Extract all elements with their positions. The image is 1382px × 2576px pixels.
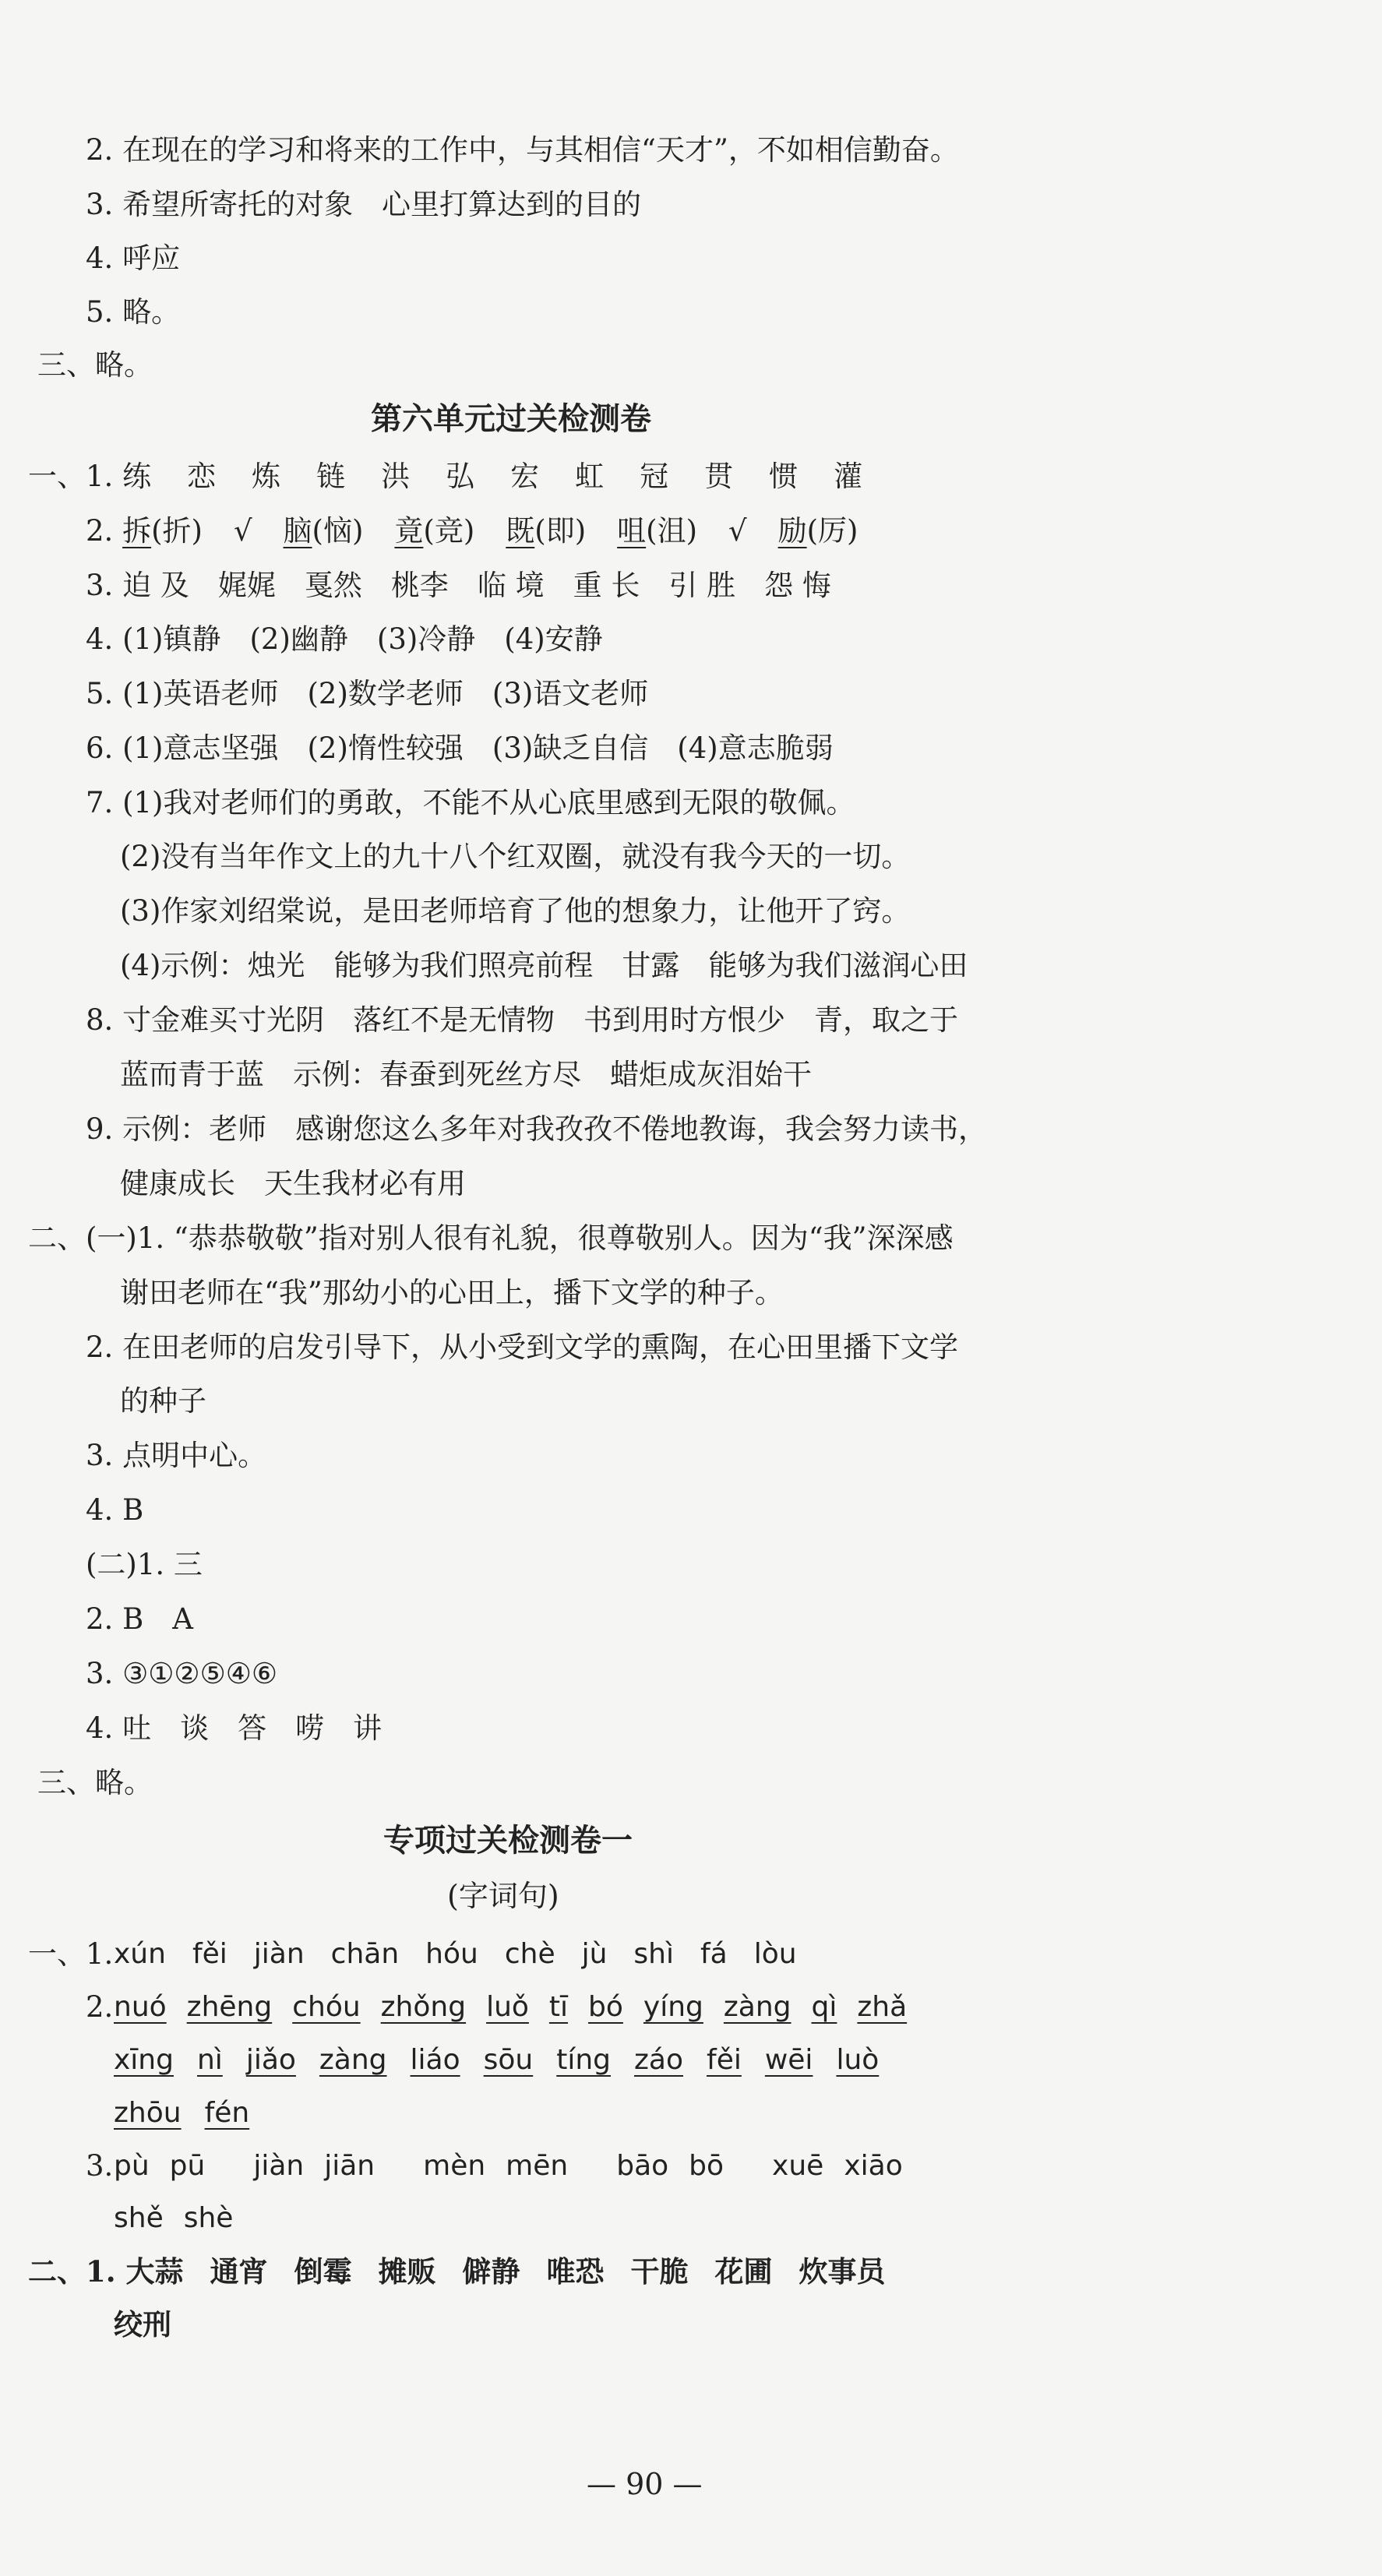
pinyin: pū — [169, 2150, 206, 2182]
char-answer: 练 — [122, 460, 152, 493]
pinyin: tī — [548, 1991, 569, 2023]
unit6-q9-2: 健康成长 天生我材必有用 — [120, 1167, 466, 1200]
unit6-q1-words — [122, 460, 898, 493]
unit6-part2-q1b: 谢田老师在“我”那幼小的心田上，播下文学的种子。 — [120, 1276, 784, 1309]
pinyin: tíng — [556, 2044, 612, 2076]
pinyin: xún — [114, 1938, 166, 1970]
special1-q1 — [28, 1937, 114, 1971]
unit6-q2-items — [122, 514, 889, 548]
prev-answer-5: 5. 略。 — [86, 295, 181, 329]
char-answer: 弘 — [446, 460, 475, 493]
correction-right-char: (折) — [151, 514, 203, 548]
char-answer: 洪 — [381, 460, 411, 493]
unit6-title: 第六单元过关检测卷 — [371, 400, 651, 437]
correction-wrong-char: √ — [233, 514, 252, 548]
pinyin: chóu — [292, 1991, 361, 2023]
special1-part2 — [28, 2254, 912, 2289]
pinyin: chān — [330, 1938, 400, 1970]
char-answer: 炼 — [252, 460, 281, 493]
special1-part2-label: 二、1. — [28, 2254, 116, 2289]
word-answer: 绞刑 — [114, 2307, 171, 2342]
pinyin: wēi — [764, 2044, 813, 2076]
prev-answer-4: 4. 呼应 — [86, 241, 181, 275]
unit6-q7-2: (2)没有当年作文上的九十八个红双圈，就没有我今天的一切。 — [120, 840, 911, 873]
pinyin: luò — [836, 2044, 880, 2076]
word-answer: 炊事员 — [799, 2254, 886, 2289]
pinyin: fěi — [192, 1938, 227, 1970]
pinyin: zhēng — [186, 1991, 273, 2023]
pinyin: liáo — [410, 2044, 460, 2076]
unit6-part2-b-q4: 4. 吐 谈 答 唠 讲 — [86, 1711, 383, 1745]
char-answer: 灌 — [834, 460, 863, 493]
word-answer: 倒霉 — [294, 2254, 352, 2289]
char-answer: 链 — [316, 460, 346, 493]
word-answer: 摊贩 — [378, 2254, 436, 2289]
pinyin: sōu — [483, 2044, 534, 2076]
special1-q3-label: 3. — [86, 2149, 114, 2183]
pinyin: shì — [633, 1938, 674, 1970]
unit6-part2-b-q3: 3. ③①②⑤④⑥ — [86, 1657, 278, 1690]
pinyin: jù — [581, 1938, 608, 1970]
prev-answer-3: 3. 希望所寄托的对象 心里打算达到的目的 — [86, 188, 642, 221]
correction-wrong-char: 既 — [506, 514, 535, 548]
unit6-q2 — [86, 514, 889, 548]
special1-q2-label: 2. — [86, 1990, 114, 2024]
pinyin: zhǒng — [380, 1991, 467, 2023]
correction-right-char: (沮) — [646, 514, 698, 548]
pinyin: luǒ — [486, 1991, 529, 2023]
char-answer: 冠 — [640, 460, 669, 493]
pinyin: nì — [196, 2044, 223, 2076]
correction-right-char: (竞) — [423, 514, 475, 548]
pinyin: shě — [114, 2202, 164, 2234]
char-answer: 宏 — [510, 460, 540, 493]
special1-part2-words — [126, 2254, 912, 2289]
unit6-q2-label: 2. — [86, 514, 114, 548]
correction-wrong-char: 竟 — [394, 514, 424, 548]
unit6-part2-q3: 3. 点明中心。 — [86, 1439, 267, 1472]
unit6-q4: 4. (1)镇静 (2)幽静 (3)冷静 (4)安静 — [86, 622, 603, 656]
correction-wrong-char: 咀 — [617, 514, 647, 548]
pinyin: zhǎ — [857, 1991, 908, 2023]
special1-subtitle: (字词句) — [447, 1879, 559, 1913]
char-answer: 惯 — [769, 460, 799, 493]
pinyin: jiàn — [253, 2150, 305, 2182]
correction-item — [617, 514, 698, 548]
pinyin: xīng — [114, 2044, 174, 2076]
pinyin: bāo — [616, 2150, 669, 2182]
pinyin: zàng — [319, 2044, 387, 2076]
correction-item — [728, 514, 747, 548]
pinyin: lòu — [753, 1938, 797, 1970]
correction-wrong-char: √ — [728, 514, 747, 548]
word-answer: 通宵 — [210, 2254, 268, 2289]
correction-item — [777, 514, 858, 548]
special1-title: 专项过关检测卷一 — [383, 1822, 633, 1859]
pinyin: zàng — [723, 1991, 791, 2023]
pinyin: hóu — [425, 1938, 478, 1970]
unit6-q3: 3. 迫 及 娓娓 戛然 桃李 临 境 重 长 引 胜 怨 悔 — [86, 569, 831, 602]
pinyin: jiǎo — [245, 2044, 296, 2076]
unit6-part2-q2a: 2. 在田老师的启发引导下，从小受到文学的熏陶，在心田里播下文学 — [86, 1330, 959, 1364]
correction-item — [506, 514, 587, 548]
pinyin: yíng — [643, 1991, 703, 2023]
word-answer: 大蒜 — [125, 2254, 184, 2289]
unit6-q6: 6. (1)意志坚强 (2)惰性较强 (3)缺乏自信 (4)意志脆弱 — [86, 731, 834, 765]
correction-wrong-char: 脑 — [283, 514, 312, 548]
word-answer: 唯恐 — [546, 2254, 605, 2289]
unit6-part2-q1a: 二、(一)1. “恭恭敬敬”指对别人很有礼貌，很尊敬别人。因为“我”深深感 — [28, 1221, 954, 1255]
unit6-q1 — [28, 462, 898, 491]
special1-q1-label: 一、1. — [28, 1937, 114, 1971]
pinyin: mèn — [423, 2150, 486, 2182]
pinyin: jiàn — [253, 1938, 305, 1970]
correction-item — [283, 514, 364, 548]
char-answer: 恋 — [187, 460, 217, 493]
char-answer: 贯 — [704, 460, 734, 493]
pinyin: qì — [811, 1991, 837, 2023]
correction-item — [233, 514, 252, 548]
correction-wrong-char: 拆 — [122, 514, 152, 548]
special1-q3-row1 — [114, 2152, 951, 2180]
pinyin: fén — [204, 2097, 250, 2129]
unit6-part2-b-q2: 2. B A — [86, 1602, 193, 1636]
char-answer: 虹 — [575, 460, 605, 493]
unit6-q7-1: 7. (1)我对老师们的勇敢，不能不从心底里感到无限的敬佩。 — [86, 786, 855, 819]
page-number: — 90 — — [587, 2467, 703, 2501]
unit6-q9-1: 9. 示例：老师 感谢您这么多年对我孜孜不倦地教诲，我会努力读书， — [86, 1112, 988, 1146]
pinyin: shè — [183, 2202, 234, 2234]
pinyin: bó — [588, 1991, 623, 2023]
special1-q2-row1 — [114, 1993, 927, 2021]
unit6-q8-2: 蓝而青于蓝 示例：春蚕到死丝方尽 蜡炬成灰泪始干 — [120, 1058, 812, 1091]
pinyin: chè — [504, 1938, 555, 1970]
pinyin: fěi — [707, 2044, 742, 2076]
prev-section-3: 三、略。 — [37, 348, 153, 382]
special1-q1-pinyin — [114, 1940, 823, 1968]
pinyin: fá — [700, 1938, 728, 1970]
unit6-q7-4: (4)示例：烛光 能够为我们照亮前程 甘露 能够为我们滋润心田 — [120, 949, 968, 982]
correction-right-char: (恼) — [312, 514, 364, 548]
correction-item — [394, 514, 475, 548]
unit6-q5: 5. (1)英语老师 (2)数学老师 (3)语文老师 — [86, 677, 649, 710]
pinyin: xuē — [772, 2150, 824, 2182]
prev-answer-2: 2. 在现在的学习和将来的工作中，与其相信“天才”，不如相信勤奋。 — [86, 133, 959, 167]
correction-right-char: (厉) — [806, 514, 858, 548]
correction-wrong-char: 励 — [777, 514, 807, 548]
correction-item — [122, 514, 203, 548]
correction-right-char: (即) — [534, 514, 587, 548]
unit6-section-3: 三、略。 — [37, 1766, 153, 1799]
pinyin: nuó — [114, 1991, 167, 2023]
word-answer: 干脆 — [630, 2254, 689, 2289]
pinyin: mēn — [506, 2150, 569, 2182]
pinyin: zhōu — [114, 2097, 182, 2129]
special1-q2-row2 — [114, 2046, 902, 2074]
pinyin: jiān — [324, 2150, 375, 2182]
special1-q3-row2 — [114, 2204, 253, 2232]
special1-part2-words-2 — [114, 2307, 198, 2342]
unit6-part2-b-q1: (二)1. 三 — [86, 1548, 203, 1581]
unit6-q1-label: 一、1. — [28, 460, 114, 493]
word-answer: 花圃 — [714, 2254, 773, 2289]
pinyin: záo — [634, 2044, 684, 2076]
special1-q2-row3 — [114, 2099, 273, 2127]
pinyin: xiāo — [844, 2150, 903, 2182]
unit6-part2-q2b: 的种子 — [120, 1384, 206, 1418]
unit6-part2-q4: 4. B — [86, 1493, 144, 1527]
unit6-q7-3: (3)作家刘绍棠说，是田老师培育了他的想象力，让他开了窍。 — [120, 894, 911, 928]
unit6-q8-1: 8. 寸金难买寸光阴 落红不是无情物 书到用时方恨少 青，取之于 — [86, 1003, 959, 1037]
pinyin: bō — [689, 2150, 724, 2182]
word-answer: 僻静 — [462, 2254, 520, 2289]
pinyin: pù — [114, 2150, 150, 2182]
